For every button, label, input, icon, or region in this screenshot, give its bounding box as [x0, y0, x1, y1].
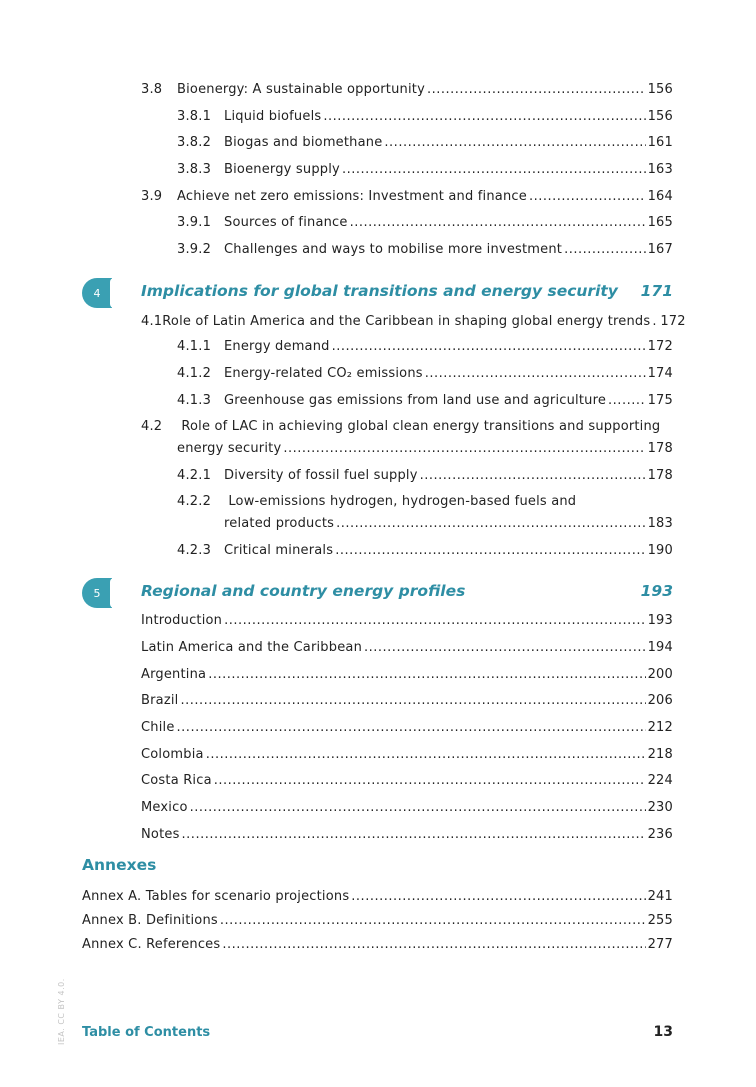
chapter-title: Regional and country energy profiles [141, 582, 466, 600]
leader-dots [608, 393, 646, 409]
leader-dots [364, 640, 646, 656]
page-number: 156 [647, 109, 673, 124]
page-number: 230 [647, 800, 673, 815]
section-label: Energy-related CO₂ emissions [224, 366, 423, 381]
chapter-title: Implications for global transitions and energy security [141, 282, 618, 300]
leader-dots [652, 314, 658, 330]
toc-entry-4-1-2[interactable] [177, 366, 673, 382]
page-number: 163 [647, 162, 673, 177]
entry-label: Colombia [141, 747, 204, 762]
section-label-line2: related products [224, 516, 335, 531]
leader-dots [190, 800, 646, 816]
page-number: 236 [647, 827, 673, 842]
toc-entry-4-2-2-line1[interactable] [177, 494, 576, 510]
section-number: 3.9 [141, 189, 163, 204]
footer-page-number: 13 [653, 1024, 673, 1040]
page-number: 172 [647, 339, 673, 354]
page-number: 165 [647, 215, 673, 230]
toc-entry-costa-rica[interactable] [141, 773, 673, 789]
section-number: 3.9.1 [177, 215, 212, 230]
leader-dots [427, 82, 646, 98]
annexes-heading: Annexes [82, 856, 157, 874]
section-label-line1: Low-emissions hydrogen, hydrogen-based fuels and [228, 494, 577, 509]
toc-entry-3-8[interactable] [141, 82, 673, 98]
leader-dots [342, 162, 646, 178]
toc-entry-chile[interactable] [141, 720, 673, 736]
toc-entry-argentina[interactable] [141, 667, 673, 683]
page-number: 164 [647, 189, 673, 204]
chapter-5-heading[interactable] [82, 578, 673, 608]
toc-entry-brazil[interactable] [141, 693, 673, 709]
leader-dots [335, 543, 645, 559]
toc-entry-3-8-2[interactable] [177, 135, 673, 151]
toc-entry-lac[interactable] [141, 640, 673, 656]
section-number: 3.9.2 [177, 242, 212, 257]
section-number: 4.1.3 [177, 393, 212, 408]
entry-label: Introduction [141, 613, 223, 628]
section-number: 4.1.2 [177, 366, 212, 381]
leader-dots [180, 693, 645, 709]
section-number: 4.2 [141, 419, 163, 434]
entry-label: Costa Rica [141, 773, 212, 788]
toc-entry-3-8-3[interactable] [177, 162, 673, 178]
leader-dots [182, 827, 646, 843]
entry-label: Latin America and the Caribbean [141, 640, 363, 655]
toc-entry-4-1[interactable] [141, 314, 686, 330]
toc-entry-4-1-1[interactable] [177, 339, 673, 355]
page-number: 212 [647, 720, 673, 735]
page-number: 178 [647, 441, 673, 456]
section-label: Bioenergy: A sustainable opportunity [177, 82, 425, 97]
page-number: 190 [647, 543, 673, 558]
page-number: 224 [647, 773, 673, 788]
leader-dots [529, 189, 646, 205]
section-number: 3.8.3 [177, 162, 212, 177]
leader-dots [208, 667, 645, 683]
entry-label: Annex B. Definitions [82, 913, 218, 928]
chapter-page-number: 171 [640, 282, 673, 300]
section-label: Role of Latin America and the Caribbean in shaping global energy trends [162, 314, 651, 329]
page-number: 175 [647, 393, 673, 408]
toc-entry-4-2-2[interactable] [224, 516, 673, 532]
leader-dots [384, 135, 645, 151]
section-label: Critical minerals [224, 543, 334, 558]
section-label: Challenges and ways to mobilise more investment [224, 242, 563, 257]
leader-dots [224, 613, 645, 629]
toc-entry-4-1-3[interactable] [177, 393, 673, 409]
entry-label: Argentina [141, 667, 207, 682]
toc-entry-annex-b[interactable] [82, 913, 673, 929]
section-number: 4.1.1 [177, 339, 212, 354]
toc-entry-3-9[interactable] [141, 189, 673, 205]
entry-label: Mexico [141, 800, 188, 815]
page-number: 161 [647, 135, 673, 150]
leader-dots [323, 109, 645, 125]
section-number: 3.8.2 [177, 135, 212, 150]
chapter-tab: 4 [82, 278, 112, 308]
chapter-tab: 5 [82, 578, 112, 608]
page-number: 277 [647, 937, 673, 952]
toc-entry-4-2-1[interactable] [177, 468, 673, 484]
page-number: 193 [647, 613, 673, 628]
toc-entry-4-2-3[interactable] [177, 543, 673, 559]
page-number: 218 [647, 747, 673, 762]
section-label: Diversity of fossil fuel supply [224, 468, 418, 483]
leader-dots [214, 773, 646, 789]
page-number: 174 [647, 366, 673, 381]
page-number: 183 [647, 516, 673, 531]
leader-dots [177, 720, 646, 736]
section-number: 4.2.2 [177, 494, 212, 509]
entry-label: Annex A. Tables for scenario projections [82, 889, 350, 904]
entry-label: Notes [141, 827, 180, 842]
page-number: 241 [647, 889, 673, 904]
chapter-4-heading[interactable] [82, 278, 673, 308]
toc-entry-annex-c[interactable] [82, 937, 673, 953]
section-label-line1: Role of LAC in achieving global clean energy transitions and supporting [181, 419, 661, 434]
leader-dots [564, 242, 645, 258]
leader-dots [283, 441, 645, 457]
section-label: Achieve net zero emissions: Investment and finance [177, 189, 527, 204]
section-label: Greenhouse gas emissions from land use and agriculture [224, 393, 607, 408]
leader-dots [351, 889, 645, 905]
page-number: 156 [647, 82, 673, 97]
leader-dots [220, 913, 646, 929]
page-number: 178 [647, 468, 673, 483]
footer-section-title: Table of Contents [82, 1025, 211, 1040]
section-number: 4.1 [141, 314, 163, 329]
leader-dots [336, 516, 645, 532]
page-number: 172 [660, 314, 686, 329]
section-number: 3.8 [141, 82, 163, 97]
toc-entry-introduction[interactable] [141, 613, 673, 629]
leader-dots [425, 366, 646, 382]
toc-entry-4-2[interactable] [177, 441, 673, 457]
leader-dots [222, 937, 645, 953]
toc-entry-3-9-2[interactable] [177, 242, 673, 258]
entry-label: Chile [141, 720, 175, 735]
section-number: 4.2.3 [177, 543, 212, 558]
page-number: 167 [647, 242, 673, 257]
section-label: Liquid biofuels [224, 109, 322, 124]
chapter-page-number: 193 [640, 582, 673, 600]
page-number: 200 [647, 667, 673, 682]
license-note: IEA. CC BY 4.0. [57, 978, 66, 1045]
toc-entry-mexico[interactable] [141, 800, 673, 816]
section-number: 4.2.1 [177, 468, 212, 483]
section-label: Bioenergy supply [224, 162, 340, 177]
section-label: Sources of finance [224, 215, 348, 230]
toc-entry-4-2-line1[interactable] [141, 419, 660, 435]
page-number: 206 [647, 693, 673, 708]
toc-entry-colombia[interactable] [141, 747, 673, 763]
leader-dots [332, 339, 646, 355]
toc-entry-annex-a[interactable] [82, 889, 673, 905]
toc-entry-notes[interactable] [141, 827, 673, 843]
section-number: 3.8.1 [177, 109, 212, 124]
page-number: 194 [647, 640, 673, 655]
page-number: 255 [647, 913, 673, 928]
entry-label: Brazil [141, 693, 179, 708]
section-label: Biogas and biomethane [224, 135, 383, 150]
entry-label: Annex C. References [82, 937, 221, 952]
leader-dots [420, 468, 646, 484]
section-label-line2: energy security [177, 441, 282, 456]
toc-entry-3-9-1[interactable] [177, 215, 673, 231]
leader-dots [206, 747, 646, 763]
leader-dots [350, 215, 646, 231]
toc-entry-3-8-1[interactable] [177, 109, 673, 125]
section-label: Energy demand [224, 339, 330, 354]
